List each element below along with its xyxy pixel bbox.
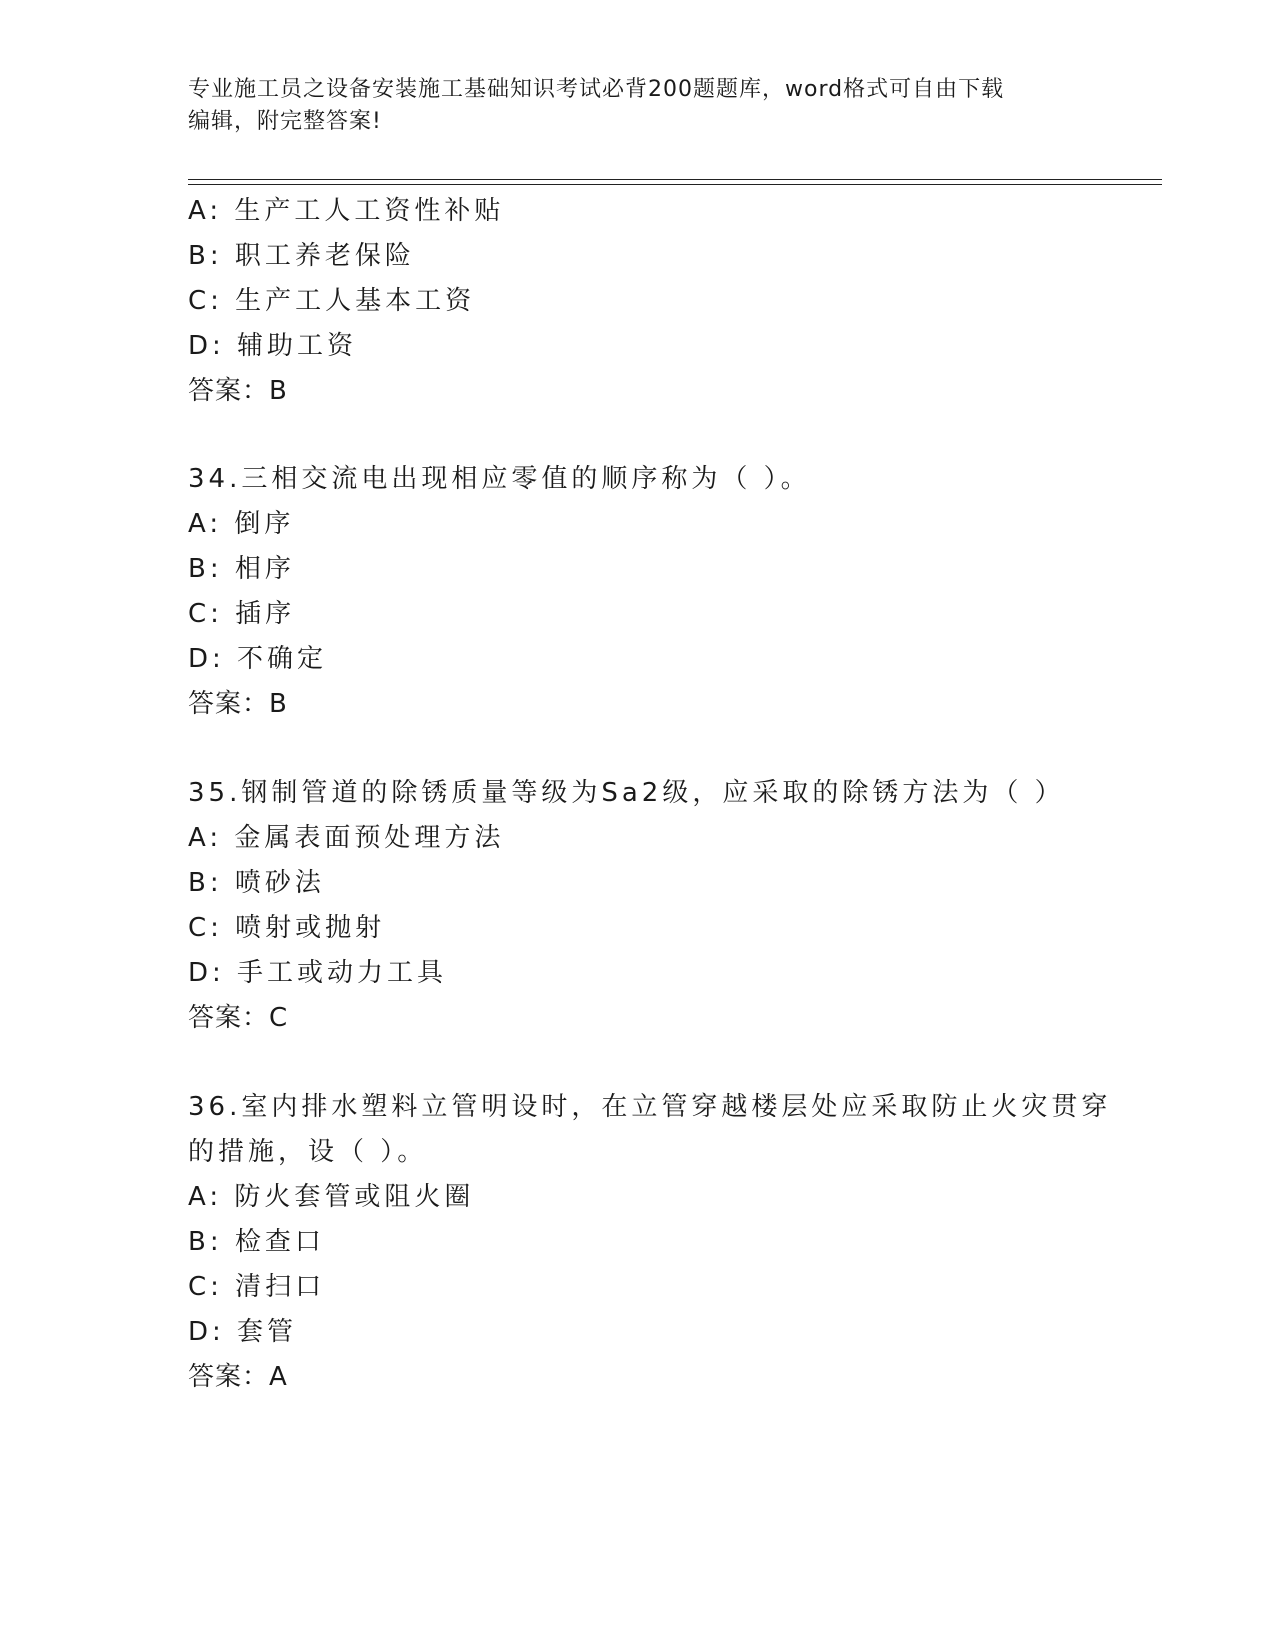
q35-answer: 答案：C bbox=[188, 1003, 289, 1033]
q35-question: 35.钢制管道的除锈质量等级为Sa2级，应采取的除锈方法为（ ） bbox=[188, 778, 1065, 808]
q36-option-d: D: 套管 bbox=[188, 1317, 298, 1347]
q33-option-d: D: 辅助工资 bbox=[188, 331, 358, 361]
q35-option-b: B: 喷砂法 bbox=[188, 868, 325, 898]
q36-question-line-2: 的措施，设（ ）。 bbox=[188, 1137, 428, 1167]
header-title-line-1: 专业施工员之设备安装施工基础知识考试必背200题题库，word格式可自由下载 bbox=[188, 77, 1005, 102]
document-header bbox=[188, 74, 1088, 138]
q34-option-b: B: 相序 bbox=[188, 554, 295, 584]
q34-option-c: C: 插序 bbox=[188, 599, 296, 629]
q34-answer: 答案：B bbox=[188, 689, 288, 719]
header-divider-top bbox=[188, 179, 1162, 180]
q36-option-a: A: 防火套管或阻火圈 bbox=[188, 1182, 475, 1212]
q34-option-a: A: 倒序 bbox=[188, 509, 295, 539]
q33-option-b: B: 职工养老保险 bbox=[188, 241, 415, 271]
q35-option-a: A: 金属表面预处理方法 bbox=[188, 823, 505, 853]
q36-answer: 答案：A bbox=[188, 1362, 288, 1392]
q33-option-a: A: 生产工人工资性补贴 bbox=[188, 196, 505, 226]
q35-option-d: D: 手工或动力工具 bbox=[188, 958, 448, 988]
q34-option-d: D: 不确定 bbox=[188, 644, 328, 674]
q35-option-c: C: 喷射或抛射 bbox=[188, 913, 386, 943]
q36-option-b: B: 检查口 bbox=[188, 1227, 325, 1257]
q34-question: 34.三相交流电出现相应零值的顺序称为（ ）。 bbox=[188, 464, 811, 494]
q36-option-c: C: 清扫口 bbox=[188, 1272, 326, 1302]
q33-answer: 答案：B bbox=[188, 376, 288, 406]
q33-option-c: C: 生产工人基本工资 bbox=[188, 286, 476, 316]
header-title-line-2: 编辑，附完整答案! bbox=[188, 109, 382, 134]
header-divider-bottom bbox=[188, 184, 1162, 185]
q36-question-line-1: 36.室内排水塑料立管明设时，在立管穿越楼层处应采取防止火灾贯穿 bbox=[188, 1092, 1112, 1122]
